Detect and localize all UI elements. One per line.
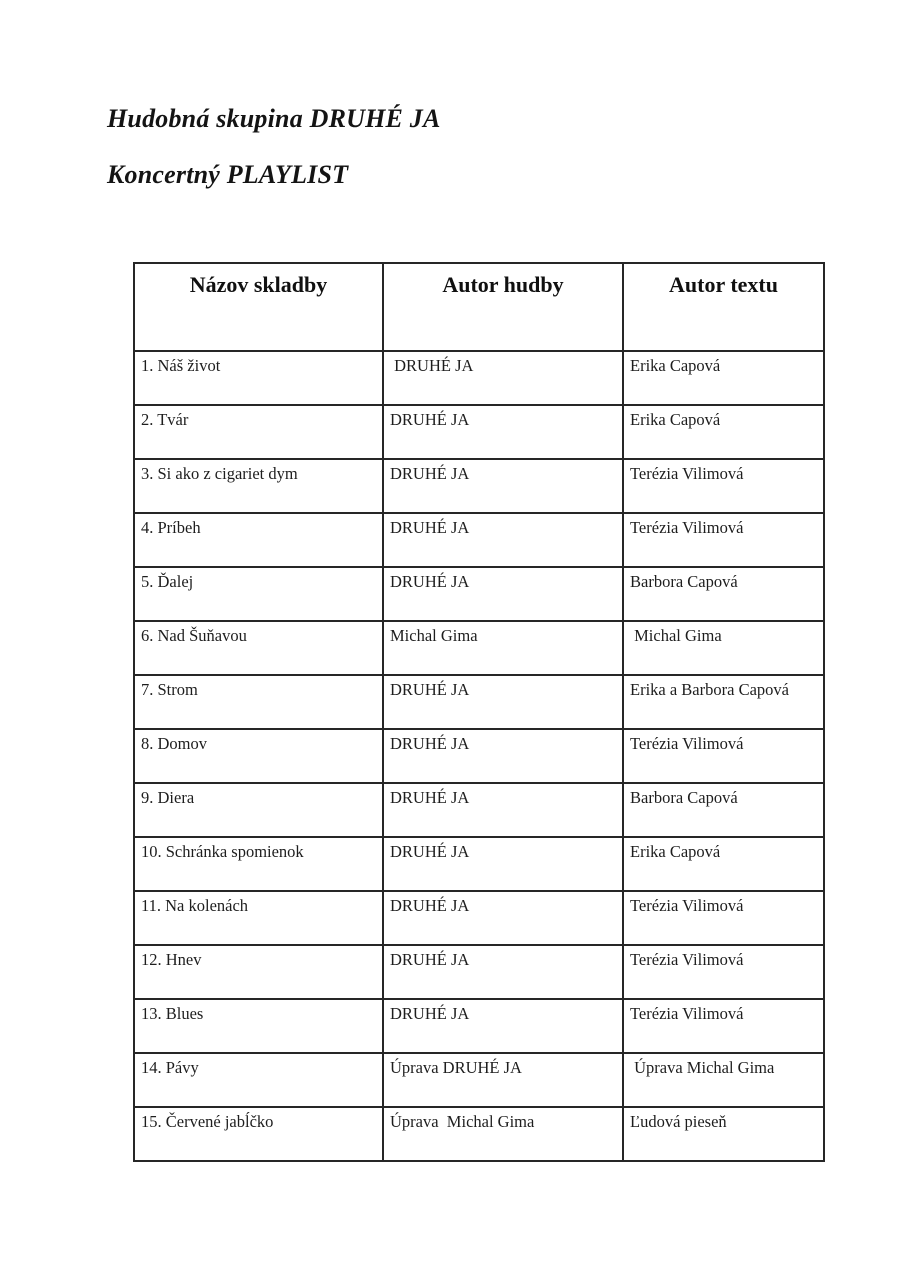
song-title-cell: 12. Hnev bbox=[134, 945, 383, 999]
table-row bbox=[134, 405, 824, 459]
song-title-cell: 6. Nad Šuňavou bbox=[134, 621, 383, 675]
table-row bbox=[134, 999, 824, 1053]
table-row bbox=[134, 567, 824, 621]
lyrics-author-cell: Terézia Vilimová bbox=[623, 729, 824, 783]
table-row bbox=[134, 459, 824, 513]
music-author-cell: DRUHÉ JA bbox=[383, 513, 623, 567]
table-row bbox=[134, 1107, 824, 1161]
song-title-cell: 11. Na kolenách bbox=[134, 891, 383, 945]
lyrics-author-cell: Michal Gima bbox=[623, 621, 824, 675]
lyrics-author-cell: Úprava Michal Gima bbox=[623, 1053, 824, 1107]
lyrics-author-cell: Terézia Vilimová bbox=[623, 459, 824, 513]
table-row bbox=[134, 783, 824, 837]
music-author-cell: DRUHÉ JA bbox=[383, 351, 623, 405]
music-author-cell: DRUHÉ JA bbox=[383, 945, 623, 999]
lyrics-author-cell: Terézia Vilimová bbox=[623, 999, 824, 1053]
lyrics-author-cell: Ľudová pieseň bbox=[623, 1107, 824, 1161]
song-title-cell: 10. Schránka spomienok bbox=[134, 837, 383, 891]
song-title-cell: 2. Tvár bbox=[134, 405, 383, 459]
table-row bbox=[134, 351, 824, 405]
song-title-cell: 14. Pávy bbox=[134, 1053, 383, 1107]
music-author-cell: DRUHÉ JA bbox=[383, 891, 623, 945]
column-header-music-author: Autor hudby bbox=[383, 263, 623, 351]
song-title-cell: 4. Príbeh bbox=[134, 513, 383, 567]
lyrics-author-cell: Terézia Vilimová bbox=[623, 513, 824, 567]
lyrics-author-cell: Terézia Vilimová bbox=[623, 891, 824, 945]
playlist-table-body bbox=[134, 351, 824, 1161]
music-author-cell: DRUHÉ JA bbox=[383, 675, 623, 729]
song-title-cell: 7. Strom bbox=[134, 675, 383, 729]
table-row bbox=[134, 675, 824, 729]
song-title-cell: 1. Náš život bbox=[134, 351, 383, 405]
song-title-cell: 15. Červené jabĺčko bbox=[134, 1107, 383, 1161]
document-title: Hudobná skupina DRUHÉ JA bbox=[107, 104, 441, 133]
music-author-cell: Michal Gima bbox=[383, 621, 623, 675]
lyrics-author-cell: Barbora Capová bbox=[623, 783, 824, 837]
song-title-cell: 5. Ďalej bbox=[134, 567, 383, 621]
document-subtitle: Koncertný PLAYLIST bbox=[107, 160, 349, 189]
music-author-cell: DRUHÉ JA bbox=[383, 783, 623, 837]
music-author-cell: Úprava DRUHÉ JA bbox=[383, 1053, 623, 1107]
song-title-cell: 8. Domov bbox=[134, 729, 383, 783]
music-author-cell: DRUHÉ JA bbox=[383, 567, 623, 621]
column-header-song-title: Názov skladby bbox=[134, 263, 383, 351]
lyrics-author-cell: Erika Capová bbox=[623, 837, 824, 891]
playlist-table bbox=[133, 262, 825, 1162]
column-header-lyrics-author: Autor textu bbox=[623, 263, 824, 351]
lyrics-author-cell: Erika Capová bbox=[623, 351, 824, 405]
table-row bbox=[134, 837, 824, 891]
lyrics-author-cell: Erika a Barbora Capová bbox=[623, 675, 824, 729]
music-author-cell: Úprava Michal Gima bbox=[383, 1107, 623, 1161]
song-title-cell: 9. Diera bbox=[134, 783, 383, 837]
song-title-cell: 3. Si ako z cigariet dym bbox=[134, 459, 383, 513]
music-author-cell: DRUHÉ JA bbox=[383, 999, 623, 1053]
table-row bbox=[134, 945, 824, 999]
music-author-cell: DRUHÉ JA bbox=[383, 729, 623, 783]
music-author-cell: DRUHÉ JA bbox=[383, 405, 623, 459]
table-row bbox=[134, 729, 824, 783]
playlist-table-header bbox=[134, 263, 824, 351]
music-author-cell: DRUHÉ JA bbox=[383, 459, 623, 513]
lyrics-author-cell: Terézia Vilimová bbox=[623, 945, 824, 999]
lyrics-author-cell: Erika Capová bbox=[623, 405, 824, 459]
music-author-cell: DRUHÉ JA bbox=[383, 837, 623, 891]
table-row bbox=[134, 1053, 824, 1107]
table-row bbox=[134, 891, 824, 945]
table-row bbox=[134, 513, 824, 567]
header-row bbox=[134, 263, 824, 351]
table-row bbox=[134, 621, 824, 675]
song-title-cell: 13. Blues bbox=[134, 999, 383, 1053]
lyrics-author-cell: Barbora Capová bbox=[623, 567, 824, 621]
